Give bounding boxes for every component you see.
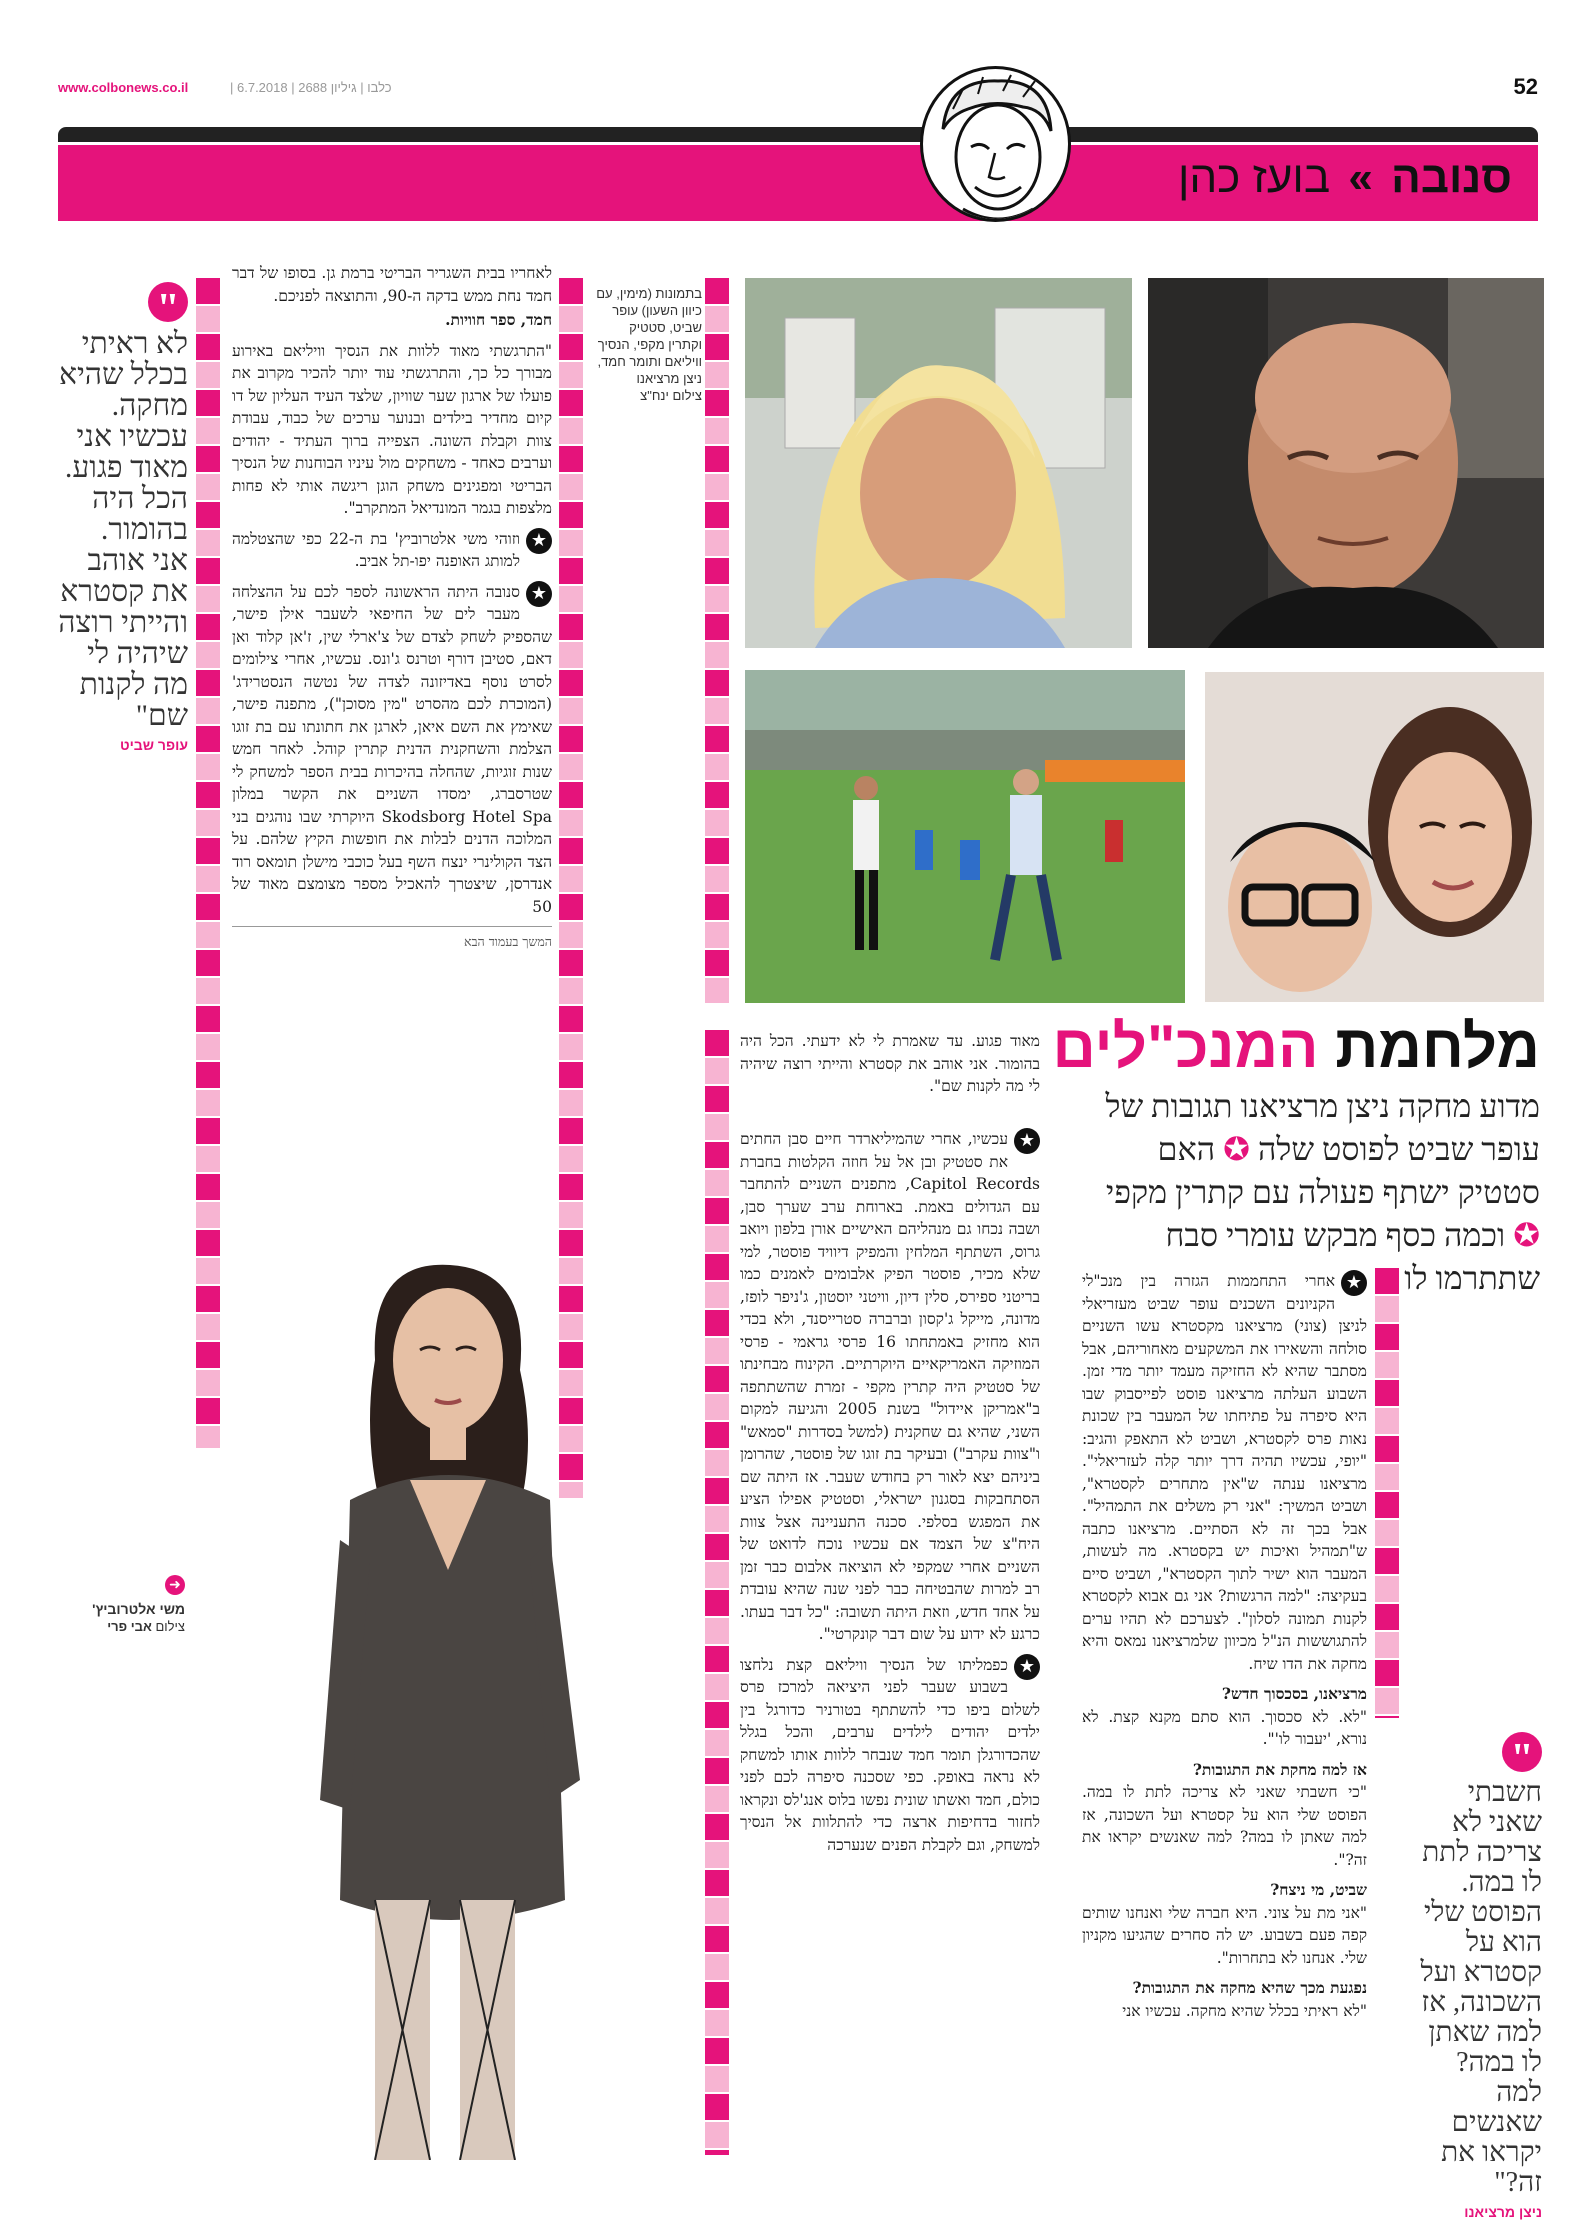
- top-line: [58, 74, 1538, 102]
- right-a1: "לא. לא סכסוך. הוא סתם מקנא קצת. לא נורא, 'יעבור לו'".: [1082, 1707, 1367, 1748]
- right-q2: אז למה מחקת את התגובות?: [1192, 1759, 1367, 1779]
- article-subhead: [1080, 1085, 1540, 1300]
- left-p2: "התרגשתי מאוד ללוות את הנסיך וויליאם באירוע מבורך כל כך, והתרגשתי עוד יותר להכיר מקרוב את פועלו של ארגון שער שוויון, שלצד העיד העליון של דו קיום מחדיר בילדים ובנוער ערכים של כבוד, עבודת צוות וקבלת השונה. הצפייה ברוך העתיד - יהודים וערבים כאחד - משחקים מול עיניו הבוחנות של הנסיך הבריטי ומפגינים משחק הוגן ריגשה אותי לא פחות מלצפות בגמר המונדיאל המתקרב".: [232, 341, 552, 517]
- column-author: בועז כהן: [1177, 153, 1331, 202]
- left-p3: ★ וזוהי משי אלטרוביץ' בת ה-22 כפי שהצטלמה למותג האופנה יפו-תל אביב.: [232, 528, 552, 573]
- right-a3: "אני מת על צוני. היא חברה שלי ואנחנו שותים קפה פעם בשבוע. יש לה סחרים שהגיעו מקניון שלי. אנחנו לא בתחרות".: [1082, 1903, 1367, 1967]
- column-banner: [58, 145, 1538, 221]
- star-icon: ★: [1341, 1270, 1367, 1296]
- model-credit: [70, 1618, 185, 1635]
- arrow-right-icon: ➜: [165, 1575, 185, 1595]
- column-label: סנובה: [1391, 153, 1512, 202]
- left-p1: לאחריו בבית השגריר הבריטי ברמת גן. בסופו של דבר חמד נחת ממש בדקה ה-90, והתוצאה לפניכם.: [232, 264, 552, 305]
- right-a4: "לא ראיתי בכלל שהיא מחקה. עכשיו אני: [1122, 2001, 1367, 2020]
- photo-credit: [594, 285, 702, 404]
- quote-author: ניצן מרציאנו: [1464, 2204, 1542, 2220]
- subhead-part-2: האם סטטיק ישתף פעולה עם קתרין מקפי: [1105, 1131, 1540, 1210]
- stripe-left-2: [559, 278, 583, 1498]
- column-title: [1178, 153, 1512, 203]
- photo-static-katharine-mcphee: [1205, 672, 1544, 1002]
- model-credit-label: צילום: [155, 1619, 185, 1634]
- column-middle-top: [740, 1030, 1040, 1106]
- right-a2: "כי חשבתי שאני לא צריכה לתת לו במה. הפוסט שלי הוא על קסטרא ועל השכונה, אז למה שאתן לו במה? למה שאנשים יקראו את זה?".: [1082, 1783, 1367, 1869]
- pink-star-icon: ✪: [1223, 1131, 1250, 1167]
- quote-text: לא ראיתי בכלל שהיא מחקה. עכשיו אני מאוד פגוע. הכל היה בהומור. אני אוהב את קסטרא והייתי רוצה שיהיה לי מה לקנות שם": [58, 327, 188, 732]
- quote-marciano: [1412, 1732, 1542, 2220]
- headline-pink: המנכ"לים: [1052, 1013, 1319, 1080]
- photo-ofer-shavit: [1148, 278, 1544, 648]
- middle-intro: מאוד פגוע. עד שאמרת לי לא ידעתי. הכל היה בהומור. אני אוהב את קסטרא והייתי רוצה שיהיה לי מה לקנות שם".: [740, 1032, 1040, 1095]
- right-q1: מרציאנו, בסכסוך חדש?: [1221, 1684, 1367, 1703]
- model-name: משי אלטרוביץ': [92, 1601, 185, 1617]
- photo-nitzan-marciano: [745, 278, 1132, 648]
- stripe-left: [196, 278, 220, 1448]
- right-q4: נפגעת מכך שהיא מחקה את התגובות?: [1132, 1978, 1367, 1997]
- subhead-part-1: מדוע מחקה ניצן מרציאנו תגובות של עופר שביט לפוסט שלה: [1105, 1088, 1540, 1167]
- model-caption: [70, 1575, 185, 1635]
- right-q3: שביט, מי ניצח?: [1270, 1880, 1367, 1899]
- column-right: [1082, 1270, 1367, 2030]
- star-icon: ★: [526, 528, 552, 554]
- photo-credit-text: בתמונות (מימין, עם כיוון השעון) עופר שביט, סטטיק וקתרין מקפי, הנסיך וויליאם ותומר חמד, ניצן מרציאנו: [596, 286, 702, 386]
- quote-author: עופר שביט: [119, 737, 188, 753]
- star-icon: ★: [1014, 1128, 1040, 1154]
- quote-text: חשבתי שאני לא צריכה לתת לו במה. הפוסט שלי הוא על קסטרא ועל השכונה, אז למה שאתן לו במה? למה שאנשים יקראו את זה?": [1420, 1777, 1542, 2198]
- right-p1: ★ אחרי התחממות הגזרה בין מנכ"לי הקניונים השכנים עופר שביט מעזריאלי לניצן (צוני) מרציאנו מקסטרא עשו השניים סולחה והשאירו את המשקעים מאחוריהם, אבל מסתבר שהיא לא החזיקה מעמד יותר מדי זמן. השבוע העלתה מרציאנו פוסט לפייסבוק שבו היא סיפרה על פתיחתו של המעבר בין שכונת נאות פרס לקסטרא, ושביט לא התאפק והגיב: "יופי, עכשיו תהיה דרך יותר קלה לעזריאלי". מרציאנו ענתה ש"אין מתחרים לקסטרא", ושביט המשיך: "אני רק משלים את התמהיל". אבל בכך זה לא הסתיים. מרציאנו כתבה ש"תמהיל ואיכות יש בקסטרא. מה לעשות, המעבר הוא ישיר לתוך הקסטרא", ושביט סיים בעקיצה: "למה הרגשות? אני גם אבוא לקסטרא לקנות תמונה לסלון". לצערכם לא תהיו ערים להתגוששות הנ"ל מכיוון שלמרציאנו נמאס והיא מחקה את הדו שיח.: [1082, 1272, 1367, 1673]
- headline-dark: מלחמת: [1335, 1013, 1540, 1080]
- column-middle: [740, 1128, 1040, 1864]
- stripe-middle: [705, 278, 729, 1003]
- star-icon: ★: [526, 581, 552, 607]
- issue-meta: | כלבו | גיליון 2688 | 6.7.2018: [230, 80, 392, 95]
- star-icon: ★: [1014, 1654, 1040, 1680]
- chevron-icon: »: [1348, 153, 1373, 202]
- middle-p2: ★ כפמליתו של הנסיך וויליאם קצת נלחצו בשבוע שעבר לפני היציאה למרכז פרס לשלום ביפו כדי להשתתף בטורניר כדורגל בין ילדים יהודים לילדים ערבים, והכל בגלל שהכדורגלן תומר חמד שנבחר ללוות אותו למשחק לא נראה באופק. כפי שסכנה סיפרה לכם לפני כולם, חמד ואשתו שונית נפשו בלוס אנג'לס ונקראו לחזור בדחיפות ארצה כדי להתלוות אל הנסיך למשחק, וגם לקבלת הפנים שנערכה: [740, 1655, 1040, 1854]
- photo-prince-william-tomer-hemed: [745, 670, 1185, 1003]
- page-number: 52: [1513, 74, 1538, 99]
- subhead-part-3: וכמה כסף מבקש עומרי סבח שתתרמו לו: [1165, 1217, 1540, 1296]
- quote-shavit: [58, 282, 188, 753]
- left-p4: ★ סנובה היתה הראשונה לספר לכם על ההצלחה מעבר לים של החיפאי לשעבר אילן פישר, שהספיק לשחק לצדם של צ'ארלי שין, ז'אן קלוד ואן דאם, סטיבן דורף וטרנס ג'ונס. עכשיו, אחרי צילומים לסרט נוסף באדיזונה לצדה של נטשה הנסטרידג' (המוכרת לכם מהסרט "מין מסוכן"), מתפנה פישר, שאימץ את השם איאן, לארגן את חתונתו עם בת זוגו הצלמת והשחקנית הדנית קתרין קוהל. לאחר חמש שנות זוגיות, שהחלה בהיכרות בבית הספר למשחק לי שטרסברג, ימסדו השניים את הקשר במלון Skodsborg Hotel Spa היוקרתי שבו נוהגים בני המלוכה הדנים לבלות את חופשות הקיץ שלהם. על הצד הקולינרי ינצח השף בעל כוכבי מישלן תומאס רוד אנדרסן, שיצטרך להאכיל מספר מצומצם מאוד של 50: [232, 582, 552, 916]
- pink-star-icon: ✪: [1513, 1217, 1540, 1253]
- left-question: חמד, ספר חוויות.: [445, 310, 552, 329]
- stripe-middle-low: [705, 1030, 729, 2155]
- quote-mark-icon: ": [148, 282, 188, 322]
- photo-credit-by: צילום ינח"צ: [640, 388, 702, 403]
- header-dark-bar: [58, 127, 1538, 142]
- middle-p1: ★ עכשיו, אחרי שהמיליארדר חיים סבן החתים את סטטיק ובן אל על חוזה הקלטות בחברת Capitol Records, מתפנים השניים להתחבר עם הגדולים באמת. בארוחת ערב שערך סבן, ושבה נכחו גם מנהליהם האישיים אורן בלפון ויואב גרוס, השתתף המלחין והמפיק דיוויד פוסטר, למי שלא מכיר, פוסטר הפיק אלבומים לאמנים כמו בריטני ספירס, סלין דיון, וויטני יוסטון, ג'ניפר לופז, מדונה, מייקל ג'קסון וברברה סטרייסנד, ולא בכדי הוא מחזיק באמתחתו 16 פרסי גראמי - פרסי המוזיקה האמריקאיים היוקרתיים. הקינוח מבחינתו של סטטיק היה קתרין מקפי - זמרת שהשתתפה ב"אמריקן איידול" בשנת 2005 והגיעה למקום השני, שהיא גם שחקנית (למשל בסדרות "סמאש" ו"צוות עקרב") ובעיקר בת זוגו של פוסטר, שהרומן ביניהם יצא לאור רק בחודש שעבר. אז היתה שם הסתחבקות בסגנון ישראלי, וסטטיק אפילו הציע את המפגש בסלפי. סכנה התעניינה אצל צוות היח"צ של הצמד אם עכשיו נוכח לדואט של השניים אחרי שמקפי לא הוציאה אלבום כבר זמן רב למרות שהבטיחה כבר לפני שנה שהיא עובדת על אחד חדש, וזאת היתה תשובה: "כל דבר בעתו. כרגע לא ידוע על שום דבר קונקרטי".: [740, 1130, 1040, 1643]
- continued-note: המשך בעמוד הבא: [232, 926, 552, 954]
- author-caricature: [920, 66, 1071, 222]
- model-credit-name: אבי פרי: [107, 1619, 152, 1634]
- quote-mark-icon: ": [1502, 1732, 1542, 1772]
- site-url[interactable]: www.colbonews.co.il: [58, 80, 189, 95]
- column-left: [232, 262, 552, 954]
- stripe-right: [1375, 1268, 1399, 1718]
- article-headline: [1053, 1012, 1540, 1081]
